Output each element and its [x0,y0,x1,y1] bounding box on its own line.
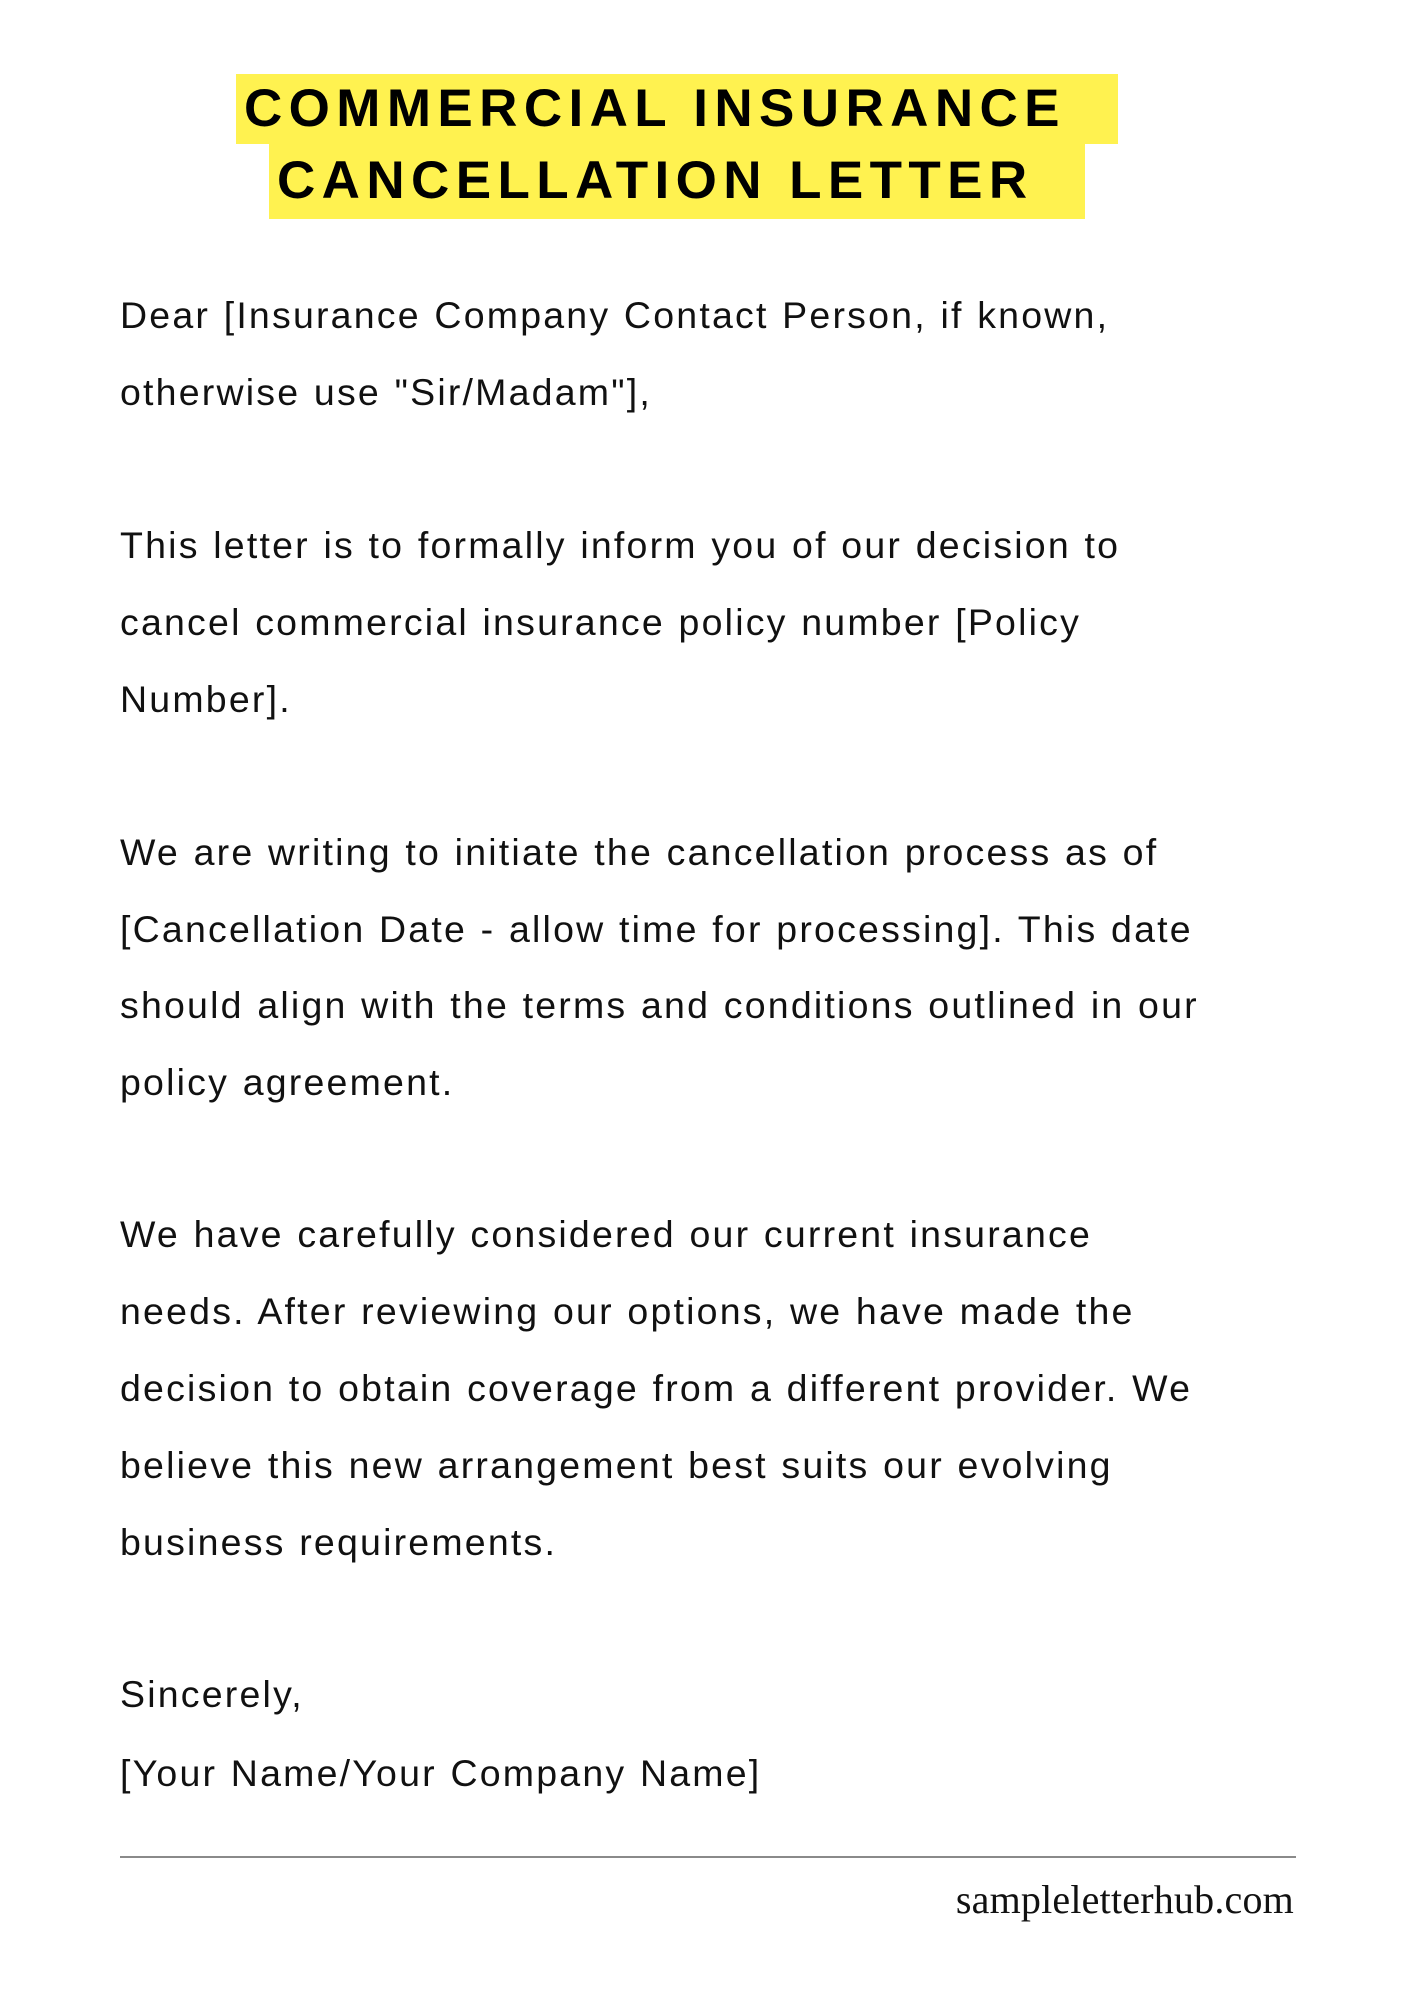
paragraph-1-line-1: This letter is to formally inform you of our decision to [120,524,1121,566]
paragraph-3-line-4: believe this new arrangement best suits our evolving [120,1444,1113,1486]
title-line-2: CANCELLATION LETTER [269,143,1085,219]
closing: Sincerely, [120,1673,304,1715]
title-line-1: COMMERCIAL INSURANCE [236,74,1118,144]
paragraph-2-line-2: [Cancellation Date - allow time for processing]. This date [120,908,1193,950]
paragraph-1-line-2: cancel commercial insurance policy number [Policy [120,601,1082,643]
paragraph-2-line-1: We are writing to initiate the cancellation process as of [120,831,1159,873]
paragraph-3-line-2: needs. After reviewing our options, we have made the [120,1290,1135,1332]
salutation-line-2: otherwise use "Sir/Madam"], [120,371,652,413]
paragraph-2-line-3: should align with the terms and conditions outlined in our [120,984,1199,1026]
signature: [Your Name/Your Company Name] [120,1752,762,1794]
salutation-line-1: Dear [Insurance Company Contact Person, if known, [120,294,1110,336]
paragraph-2-line-4: policy agreement. [120,1061,455,1103]
paragraph-3-line-5: business requirements. [120,1521,558,1563]
footer-divider [120,1856,1296,1858]
paragraph-3-line-3: decision to obtain coverage from a different provider. We [120,1367,1193,1409]
footer-website: sampleletterhub.com [955,1877,1294,1922]
paragraph-3-line-1: We have carefully considered our current insurance [120,1213,1092,1255]
paragraph-1-line-3: Number]. [120,678,292,720]
